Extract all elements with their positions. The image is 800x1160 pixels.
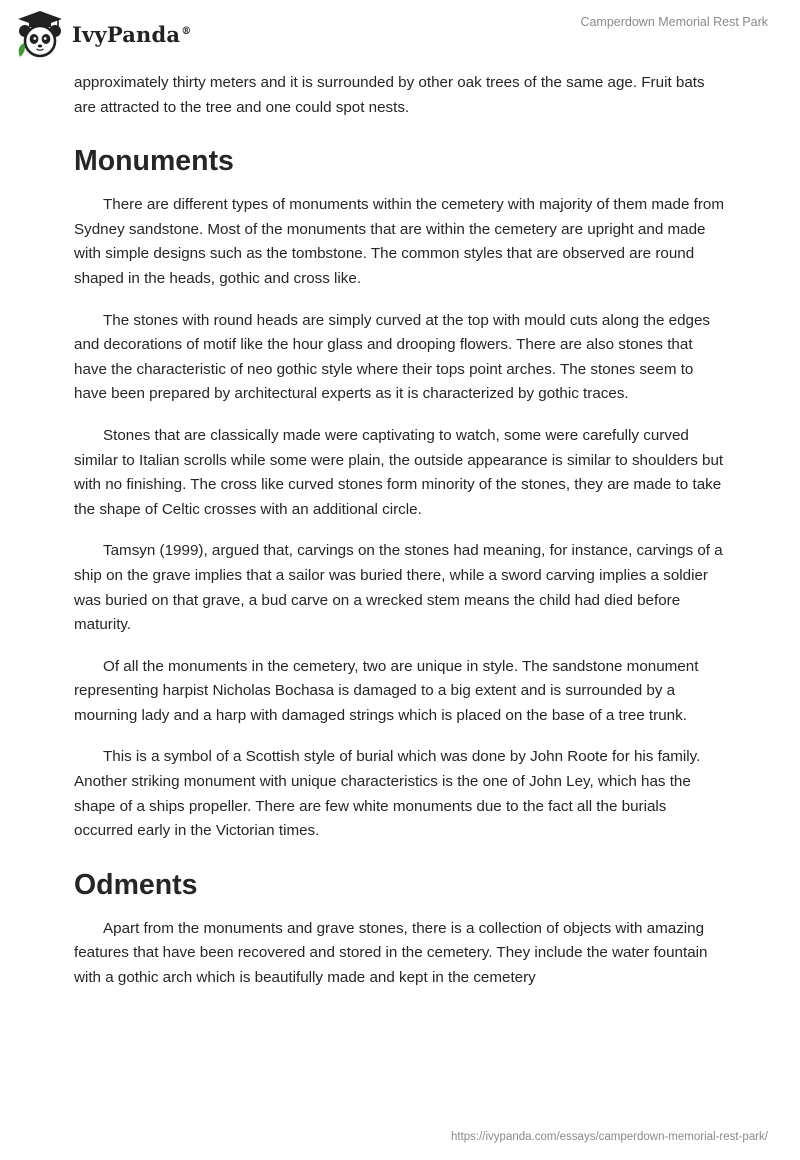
paragraph: Stones that are classically made were captivating to watch, some were carefully curved similar to Italian scrolls while some were plain, the outside appearance is similar to shoulders but with no finishing. The cross like curved stones form minority of the stones, they are made to take the shape of Celtic crosses with an additional circle. [74, 426, 724, 518]
paragraph: The stones with round heads are simply curved at the top with mould cuts along the edges and decorations of motif like the hour glass and drooping flowers. There are also stones that have the characteristic of neo gothic style where their tops point arches. The stones seem to have been prepared by architectural experts as it is characterized by gothic traces. [74, 311, 711, 403]
section-heading-monuments: Monuments [74, 145, 234, 178]
paragraph-intro: approximately thirty meters and it is surrounded by other oak trees of the same age. Fruit bats are attracted to the tree and one could spot nests. [74, 74, 705, 116]
paragraph: Tamsyn (1999), argued that, carvings on the stones had meaning, for instance, carvings of a ship on the grave implies that a sailor was buried there, while a sword carving implies a soldier was buried on that grave, a bud carve on a wrecked stem means the child had died before maturity. [74, 542, 723, 634]
paragraph: There are different types of monuments within the cemetery with majority of them made from Sydney sandstone. Most of the monuments that are within the cemetery are upright and made with simple designs such as the tombstone. The common styles that are observed are round shaped in the heads, gothic and cross like. [74, 196, 724, 287]
paragraph: This is a symbol of a Scottish style of burial which was done by John Roote for his family. Another striking monument with unique characteristics is the one of John Ley, which has the shape of a ships propeller. There are few white monuments due to the fact all the burials occurred early in the Victorian times. [74, 748, 701, 840]
paragraph: Of all the monuments in the cemetery, two are unique in style. The sandstone monument representing harpist Nicholas Bochasa is damaged to a big extent and is surrounded by a mourning lady and a harp with damaged strings which is placed on the base of a tree trunk. [74, 657, 699, 724]
page-header [0, 0, 800, 70]
source-url[interactable]: https://ivypanda.com/essays/camperdown-memorial-rest-park/ [450, 1131, 768, 1143]
panda-graduate-icon [14, 10, 66, 58]
paragraph: Apart from the monuments and grave stones, there is a collection of objects with amazing features that have been recovered and stored in the cemetery. They include the water fountain with a gothic arch which is beautifully made and kept in the cemetery [74, 919, 708, 987]
ivypanda-logo[interactable] [14, 8, 191, 60]
document-title: Camperdown Memorial Rest Park [580, 15, 768, 29]
section-heading-odments: Odments [74, 868, 198, 901]
brand-name: IvyPanda® [72, 21, 192, 47]
essay-content [74, 71, 726, 991]
